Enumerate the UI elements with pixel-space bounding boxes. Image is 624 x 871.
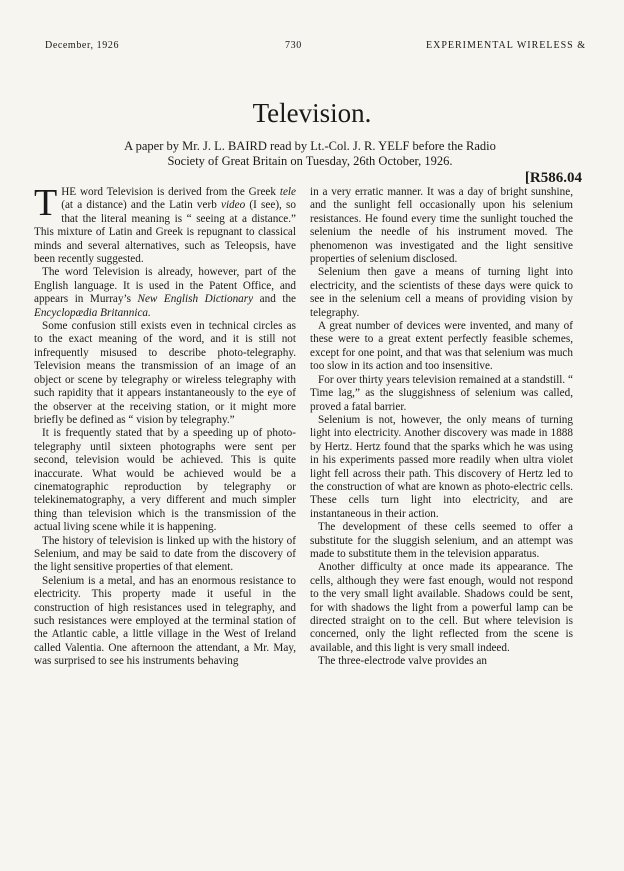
paragraph: Another difficulty at once made its appearance. The cells, although they were fast enough, would not respond to the very small light available. Shadows could be sent, for with shadows the light from a powerful lamp can be directed straight on to the cell. But where television is concerned, only the light reflected from the scene is available, and this light is very small indeed.	[310, 561, 573, 654]
reference-code: [R586.04	[524, 170, 582, 186]
drop-cap: T	[34, 182, 58, 224]
paragraph: For over thirty years television remained at a standstill. “ Time lag,” as the sluggishness of selenium was called, proved a fatal barrier.	[310, 373, 573, 413]
paragraph: The development of these cells seemed to offer a substitute for the sluggish selenium, and an attempt was made to substitute them in the television apparatus.	[310, 521, 573, 560]
paragraph: A great number of devices were invented, and many of these were to a great extent perfectly feasible schemes, except for one point, and that was that selenium was much too slow in its action and too insensitive.	[310, 320, 573, 373]
paragraph: Selenium then gave a means of turning light into electricity, and the scientists of these days were quick to see in the selenium cell a means of providing vision by telegraphy.	[310, 266, 573, 319]
paragraph: THE word Television is derived from the Greek tele (at a distance) and the Latin verb video (I see), so that the literal meaning is “ seeing at a distance.” This mixture of Latin and Greek is repugnant to classical minds and several alternatives, such as Teleopsis, have been recently suggested.	[34, 182, 296, 266]
paragraph: The three-electrode valve provides an	[318, 655, 487, 668]
paragraph: Selenium is a metal, and has an enormous resistance to electricity. This property made it useful in the construction of high resistances used in telegraphy, and such resistances were employed at the terminal station of the Atlantic cable, a little village in the West of Ireland called Valentia. One afternoon the attendant, a Mr. May, was surprised to see his instruments behaving	[34, 574, 296, 668]
byline-line-1: A paper by Mr. J. L. BAIRD read by Lt.-Col. J. R. YELF before the Radio	[124, 139, 496, 153]
journal-name: EXPERIMENTAL WIRELESS &	[426, 40, 586, 51]
running-header	[45, 40, 586, 54]
article-title: Television.	[252, 98, 372, 128]
paragraph: Selenium is not, however, the only means of turning light into electricity. Another discovery was made in 1888 by Hertz. Hertz found that the sparks which he was using in his experiments passed more readily when ultra violet light fell across their path. This discovery of Hertz led to the construction of what are known as photo-electric cells. These cells turn light into electricity, and are instantaneous in their action.	[310, 413, 573, 520]
paragraph: Some confusion still exists even in technical circles as to the exact meaning of the word, and it is still not infrequently misused to describe photo-telegraphy. Television means the transmission of an image of an object or scene by telegraphy or wireless telegraphy with such rapidity that it appears instantaneously to the eye of the observer at the receiving station, or it might more briefly be defined as “ vision by telegraphy.”	[34, 320, 296, 426]
paragraph: The word Television is already, however, part of the English language. It is used in the Patent Office, and appears in Murray’s New English Dictionary and the Encyclopædia Britannica.	[34, 266, 296, 319]
paragraph: It is frequently stated that by a speeding up of photo-telegraphy until sixteen photographs were sent per second, television would be achieved. This is quite inaccurate. What would be achieved would be a cinematographic reproduction by telegraphy or telekinematography, a very different and much simpler thing than television which is the transmission of the actual living scene while it is happening.	[34, 427, 296, 534]
left-column	[34, 182, 296, 669]
article-byline	[60, 139, 560, 169]
paragraph: The history of television is linked up with the history of Selenium, and may be said to date from the discovery of the light sensitive properties of that element.	[34, 534, 296, 574]
right-column	[310, 186, 573, 669]
page-number: 730	[285, 40, 302, 51]
issue-date: December, 1926	[45, 40, 120, 51]
byline-line-2: Society of Great Britain on Tuesday, 26th October, 1926.	[167, 154, 453, 168]
paragraph: in a very erratic manner. It was a day of bright sunshine, and the sunlight fell occasionally upon his selenium resistances. He found every time the sunlight touched the selenium the needle of his instrument moved. The phenomenon was investigated and the light sensitive properties of selenium disclosed.	[310, 186, 573, 266]
